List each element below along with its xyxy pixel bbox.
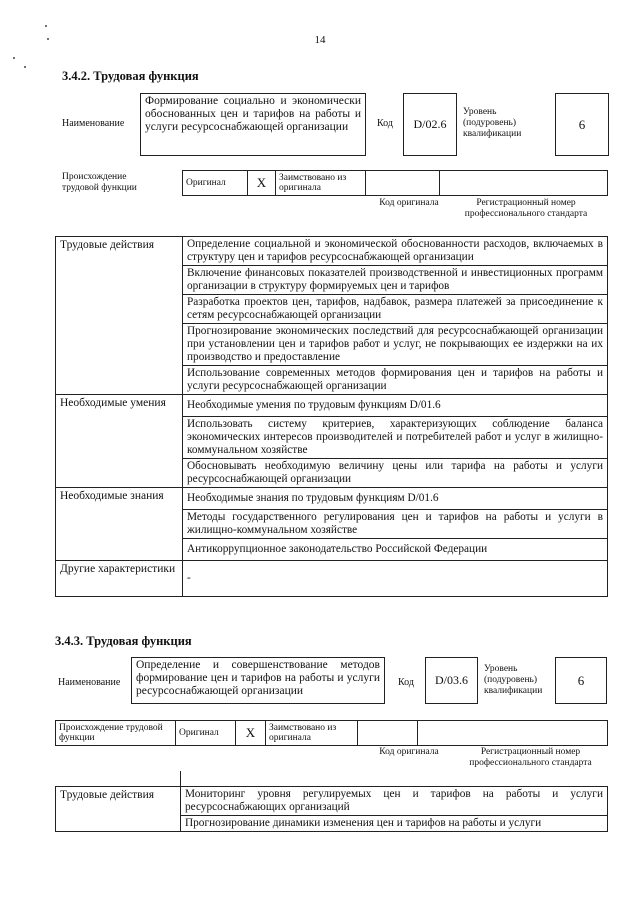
origin-borrowed-343: Заимствовано из оригинала [266, 721, 358, 746]
foot-code-343: Код оригинала [379, 747, 439, 757]
function-code-343: D/03.6 [425, 657, 478, 704]
labor-action-row: Прогнозирование динамики изменения цен и тарифов на работы и услуги [181, 815, 608, 831]
origin-label-342: Происхождение трудовой функции [62, 172, 137, 193]
labor-action-row: Включение финансовых показателей производственной и инвестиционных программ организации в структуру формируемых цен и тарифов [183, 266, 608, 295]
level-label-343: Уровень (подуровень) квалификации [484, 664, 543, 696]
name-label-343: Наименование [58, 677, 121, 688]
level-value-342: 6 [555, 93, 609, 156]
origin-original-343: Оригинал [176, 721, 236, 746]
level-value-343: 6 [555, 657, 607, 704]
origin-borrowed-342: Заимствовано из оригинала [276, 171, 366, 196]
spacer-cell [56, 771, 181, 786]
scan-speck [24, 66, 26, 68]
spacer-cell [181, 771, 608, 786]
function-table-343 [55, 771, 608, 832]
page-number: 14 [314, 34, 326, 46]
origin-table-343 [55, 720, 608, 746]
section-heading-342: 3.4.2. Трудовая функция [62, 69, 199, 83]
labor-action-row: Разработка проектов цен, тарифов, надбавок, размера платежей за присоединение к сетям ресурсоснабжающей организации [183, 295, 608, 324]
labor-actions-label-343: Трудовые действия [56, 786, 181, 831]
origin-original-342: Оригинал [183, 171, 248, 196]
other-value-342: - [183, 561, 608, 597]
knowledge-label-342: Необходимые знания [56, 488, 183, 561]
function-name-342: Формирование социально и экономически обоснованных цен и тарифов на работы и услуги ресурсоснабжающей организации [140, 93, 366, 156]
labor-actions-label-342: Трудовые действия [56, 237, 183, 395]
level-label-342: Уровень (подуровень) квалификации [463, 107, 522, 139]
knowledge-row: Необходимые знания по трудовым функциям D/01.6 [183, 488, 608, 510]
labor-action-row: Определение социальной и экономической обоснованности расходов, включаемых в структуру цен и тарифов ресурсоснабжающей организации [183, 237, 608, 266]
skills-label-342: Необходимые умения [56, 395, 183, 488]
foot-code-342: Код оригинала [379, 198, 439, 208]
knowledge-row: Методы государственного регулирования цен и тарифов на работы и услуги в жилищно-коммунальном хозяйстве [183, 510, 608, 539]
labor-action-row: Прогнозирование экономических последствий для ресурсоснабжающей организации при установлении цен и тарифов работ и услуг, не покрывающих ее издержки на их производство и предоставление [183, 324, 608, 366]
foot-reg-343: Регистрационный номер профессионального стандарта [469, 747, 592, 768]
origin-label-343: Происхождение трудовой функции [56, 721, 176, 746]
section-heading-343: 3.4.3. Трудовая функция [55, 634, 192, 648]
knowledge-row: Антикоррупционное законодательство Российской Федерации [183, 539, 608, 561]
function-table-342 [55, 236, 608, 597]
skill-row: Использовать систему критериев, характеризующих соблюдение баланса экономических интересов производителей и потребителей работ и услуг в жилищно-коммунальном хозяйстве [183, 417, 608, 459]
function-name-343: Определение и совершенствование методов формирование цен и тарифов на работы и услуги ресурсоснабжающей организации [131, 657, 385, 704]
origin-reg-cell-342 [440, 171, 608, 196]
labor-action-row: Мониторинг уровня регулируемых цен и тарифов на работы и услуги ресурсоснабжающих организаций [181, 786, 608, 815]
origin-x-342: X [248, 171, 276, 196]
skill-row: Обосновывать необходимую величину цены или тарифа на работы и услуги ресурсоснабжающей организации [183, 459, 608, 488]
name-label-342: Наименование [62, 118, 125, 129]
foot-reg-342: Регистрационный номер профессионального стандарта [464, 198, 588, 219]
code-label-342: Код [377, 118, 393, 129]
scan-speck [45, 25, 47, 27]
origin-code-cell-343 [358, 721, 418, 746]
origin-reg-cell-343 [418, 721, 608, 746]
scan-speck [13, 57, 15, 59]
code-label-343: Код [398, 677, 414, 688]
skill-row: Необходимые умения по трудовым функциям D/01.6 [183, 395, 608, 417]
function-code-342: D/02.6 [403, 93, 457, 156]
origin-code-cell-342 [366, 171, 440, 196]
other-label-342: Другие характеристики [56, 561, 183, 597]
origin-table-342 [182, 170, 608, 196]
origin-x-343: X [236, 721, 266, 746]
labor-action-row: Использование современных методов формирования цен и тарифов на работы и услуги ресурсоснабжающей организации [183, 366, 608, 395]
